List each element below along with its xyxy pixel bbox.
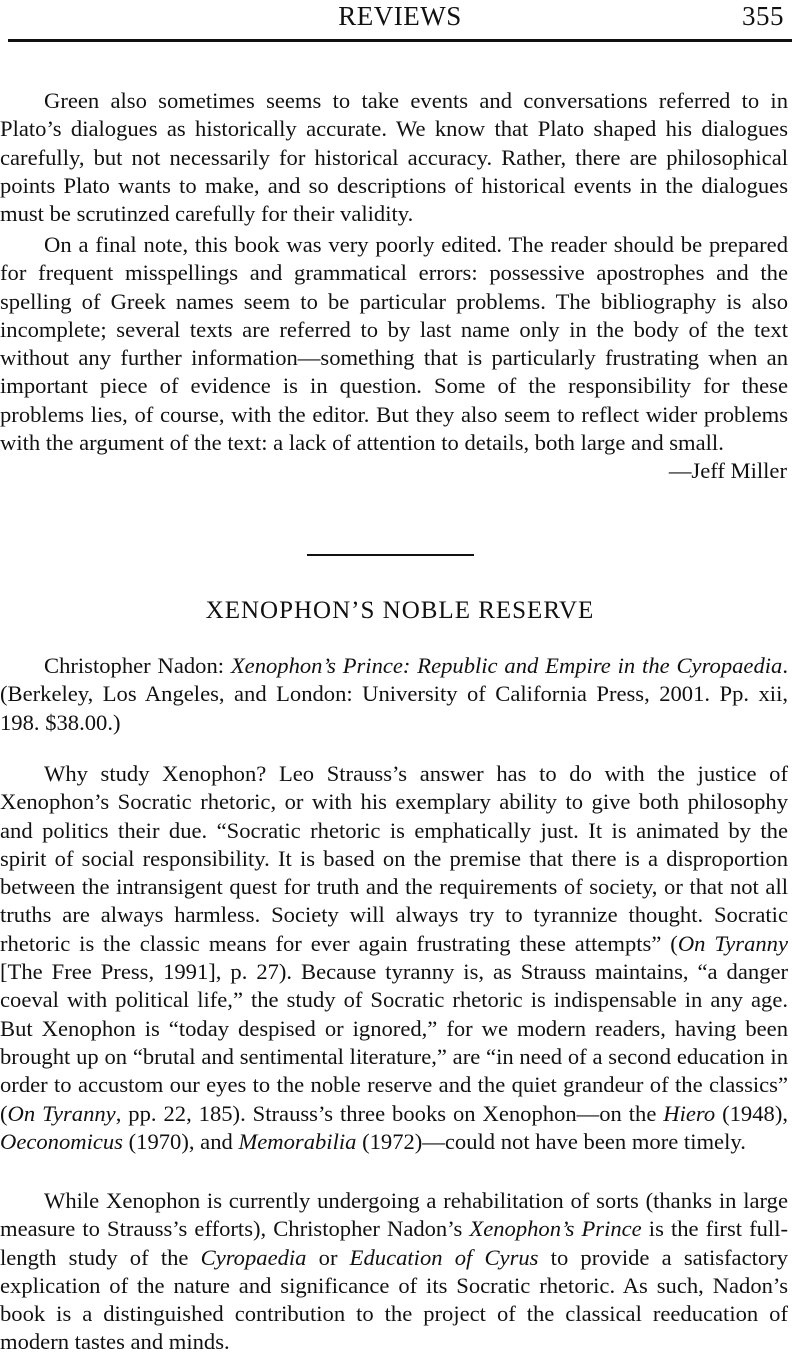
running-head <box>8 0 792 36</box>
text-run: is the first full-length study of the <box>0 1216 789 1270</box>
review2-paragraph-2 <box>0 1187 788 1357</box>
text-run: [The Free Press, 1991], p. 27). Because tyranny is, as Strauss maintains, “a danger coeval with political life,” the study of Socratic rhetoric is indispensable in any age. But Xenophon is “today despised or ignored,” for we modern readers, having been brought up on “brutal and sentimental literature,” are “in need of a second education in order to accustom our eyes to the noble reserve and the quiet grandeur of the classics” ( <box>0 959 788 1126</box>
text-run: Why study Xenophon? Leo Strauss’s answer has to do with the justice of Xenophon’s Socratic rhetoric, or with his exemplary ability to give both philosophy and politics their due. “Socratic rhetoric is emphatically just. It is animated by the spirit of social responsibility. It is based on the premise that there is a disproportion between the intransigent quest for truth and the requirements of society, or that not all truths are always harmless. Society will always try to tyrannize thought. Socratic rhetoric is the classic means for ever again frustrating these attempts” ( <box>0 761 788 956</box>
italic-title: Education of Cyrus <box>349 1244 539 1270</box>
text-run: (1970), and <box>122 1128 239 1154</box>
italic-title: Memorabilia <box>238 1128 357 1154</box>
text-run: or <box>306 1244 350 1270</box>
paragraph-text: On a final note, this book was very poorly edited. The reader should be prepared for frequent misspellings and grammatical errors: possessive apostrophes and the spelling of Greek names seem to be particular problems. The bibliography is also incomplete; several texts are referred to by last name only in the body of the text without any further information—something that is particularly frustrating when an important piece of evidence is in question. Some of the responsibility for these problems lies, of course, with the editor. But they also seem to reflect wider problems with the argument of the text: a lack of attention to details, both large and small. <box>0 232 788 456</box>
italic-title: On Tyranny <box>7 1100 116 1126</box>
text-run: to provide a satisfactory explication of the nature and significance of its Socratic rhetoric. As such, Nadon’s book is a distinguished contribution to the project of the classical reeducation of modern tastes and minds. <box>0 1244 789 1355</box>
review2-paragraph-1 <box>0 760 788 1156</box>
review1-signature: —Jeff Miller <box>668 458 787 483</box>
header-rule <box>8 39 792 42</box>
citation-publication: . (Berkeley, Los Angeles, and London: University of California Press, 2001. Pp. xii, 198. $38.00.) <box>0 653 788 735</box>
text-run: (1972)—could not have been more timely. <box>356 1128 746 1154</box>
citation-book-title: Xenophon’s Prince: Republic and Empire in the Cyropaedia <box>230 653 783 678</box>
section-divider <box>307 554 474 556</box>
citation-author: Christopher Nadon: <box>44 653 231 678</box>
text-run: (1948), <box>715 1100 788 1126</box>
text-run: , pp. 22, 185). Strauss’s three books on Xenophon—on the <box>115 1100 664 1126</box>
running-title: REVIEWS <box>338 1 462 31</box>
paragraph-text: Green also sometimes seems to take events and conversations referred to in Plato’s dialogues as historically accurate. We know that Plato shaped his dialogues carefully, but not necessarily for historical accuracy. Rather, there are philosophical points Plato wants to make, and so descriptions of historical events in the dialogues must be scrutinzed carefully for their validity. <box>0 88 788 227</box>
review2-heading: XENOPHON’S NOBLE RESERVE <box>205 597 595 624</box>
review1-paragraph-2 <box>0 231 788 457</box>
review1-paragraph-1 <box>0 87 788 228</box>
italic-title: Hiero <box>663 1100 716 1126</box>
italic-title: On Tyranny <box>677 930 789 956</box>
page-number: 355 <box>742 1 784 31</box>
text-run: While Xenophon is currently undergoing a rehabilitation of sorts (thanks in large measure to Strauss’s efforts), Christopher Nadon’s <box>0 1188 788 1242</box>
book-citation <box>0 652 788 737</box>
italic-title: Xenophon’s Prince <box>469 1216 642 1242</box>
italic-title: Cyropaedia <box>200 1244 307 1270</box>
italic-title: Oeconomicus <box>0 1128 123 1154</box>
